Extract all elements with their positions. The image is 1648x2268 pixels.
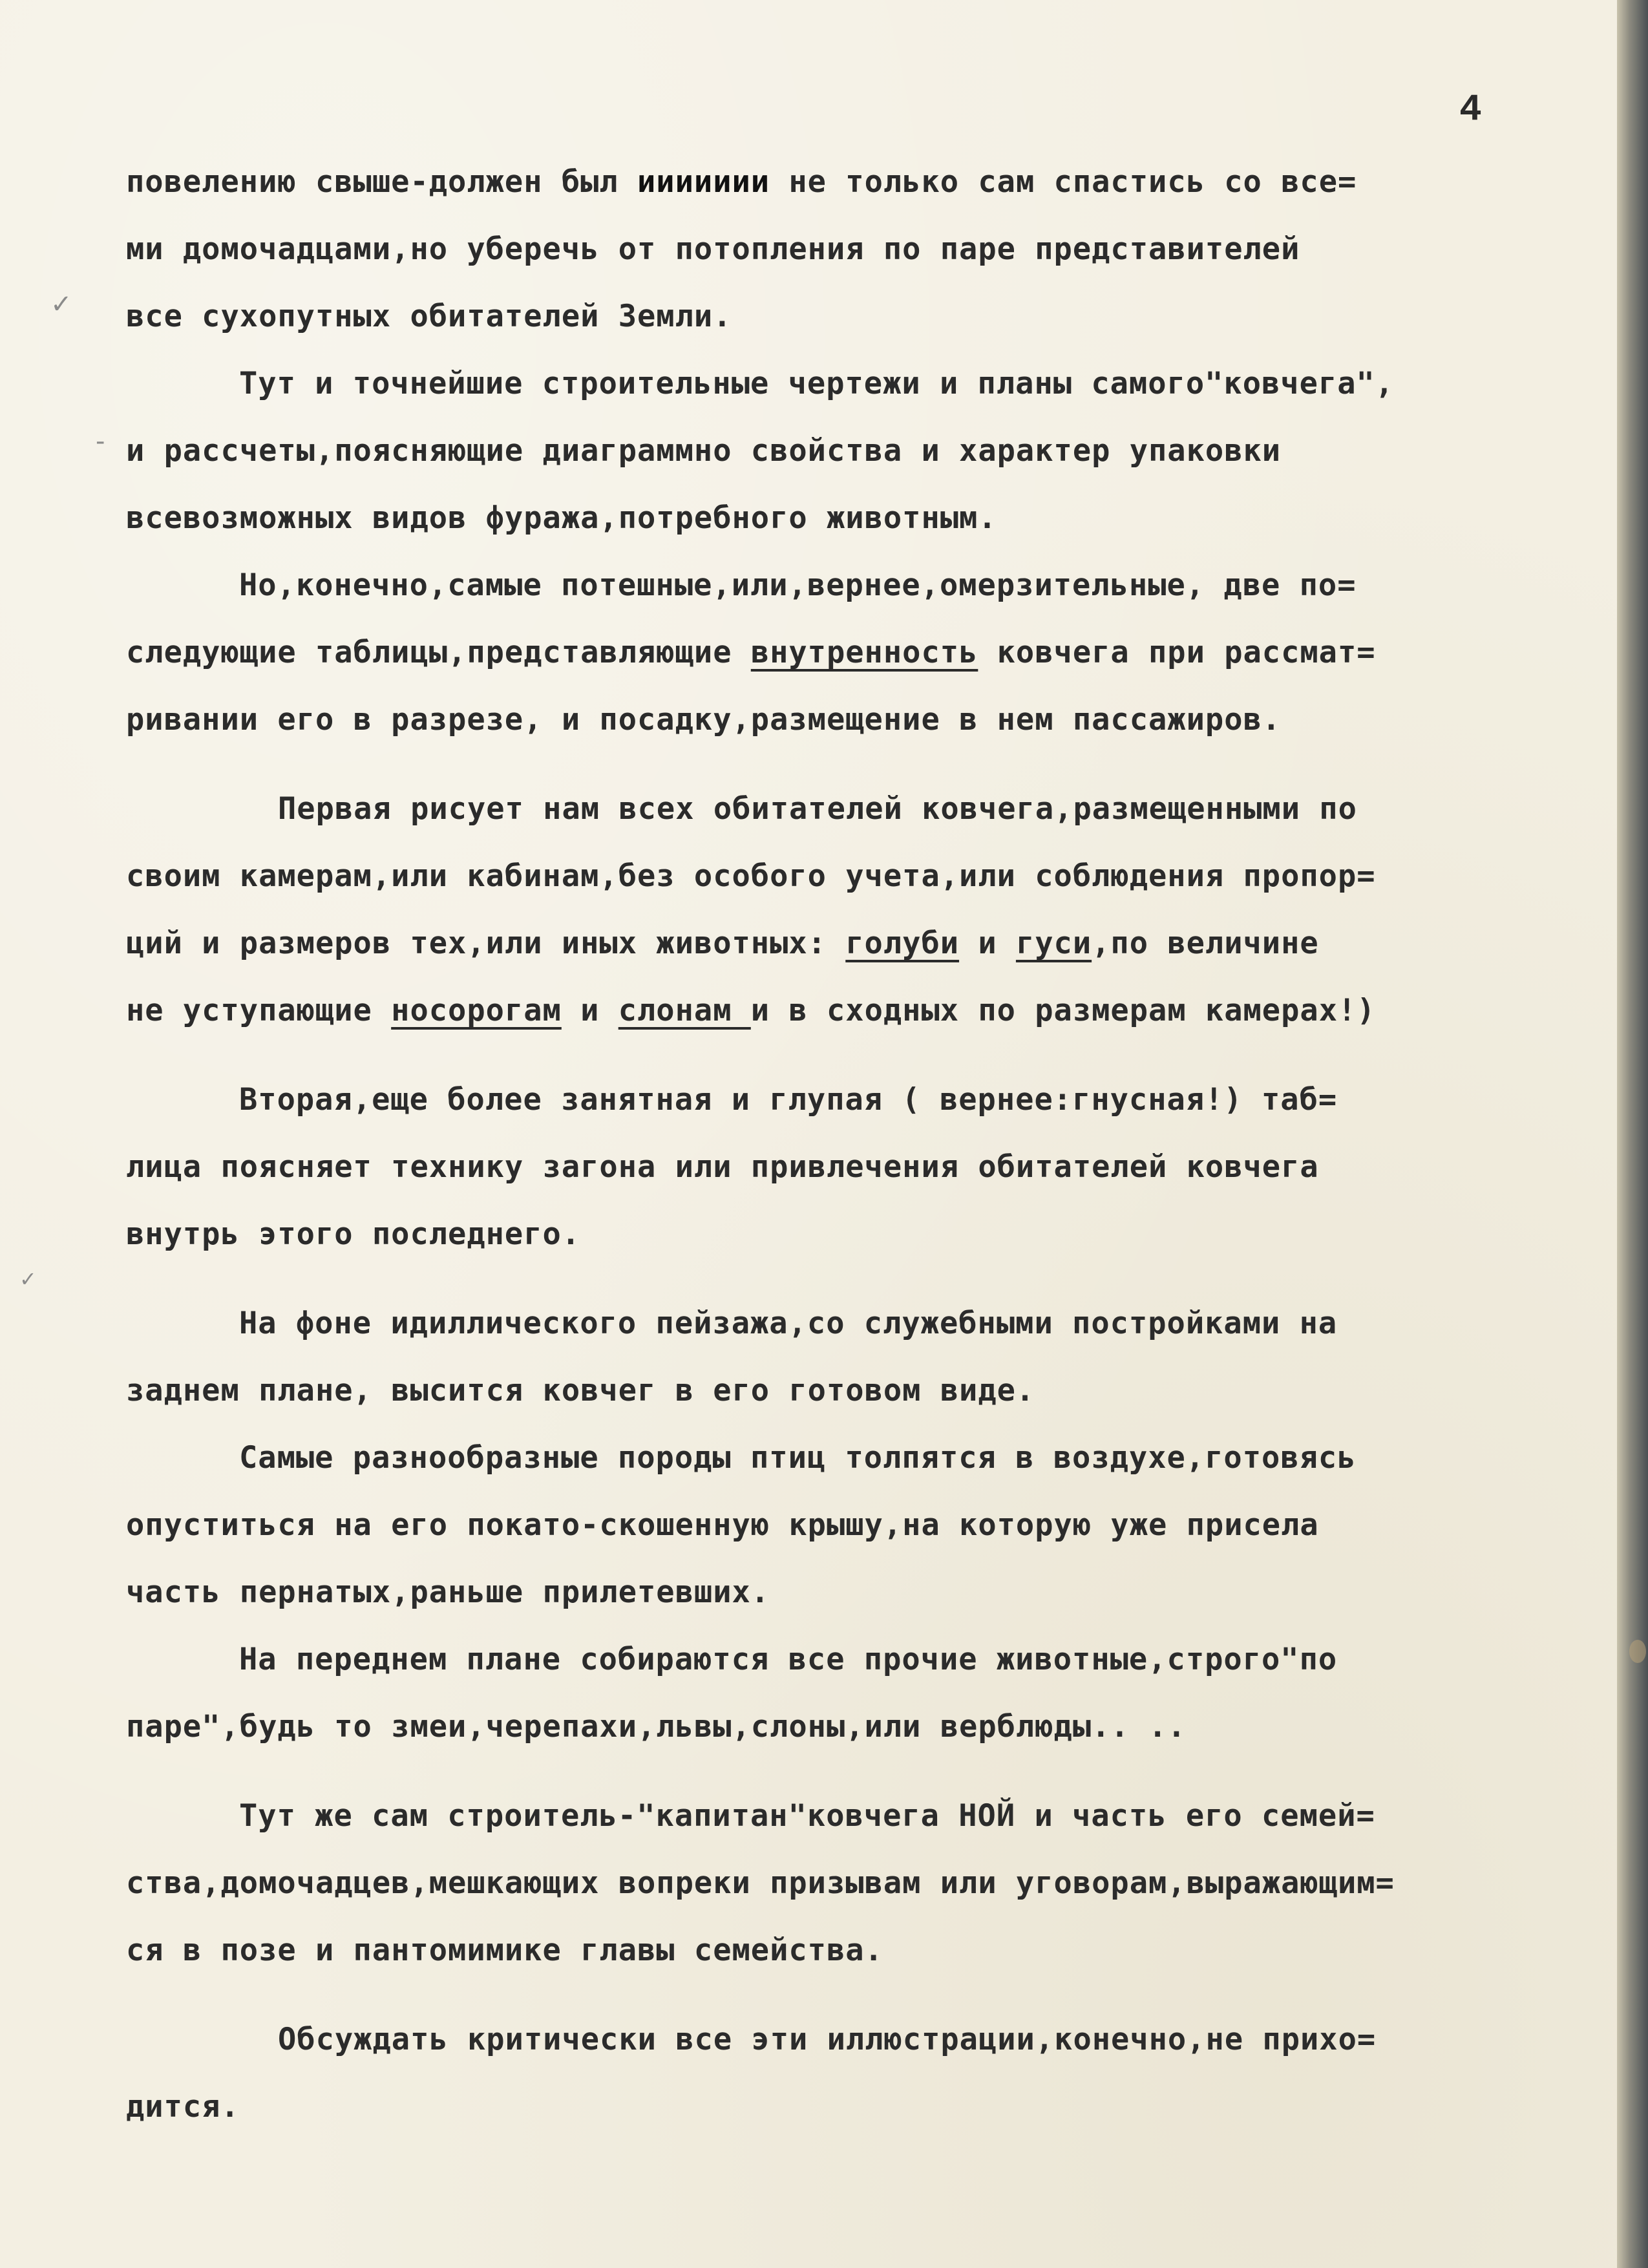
text-line: ства,домочадцев,мешкающих вопреки призывам или уговорам,выражающим=: [126, 1865, 1395, 1901]
scan-edge: [1617, 0, 1648, 2268]
margin-dash-mark: -: [96, 427, 105, 456]
text-line: опуститься на его покато-скошенную крышу,на которую уже присела: [126, 1507, 1319, 1543]
typed-text-body: [126, 149, 1567, 2141]
underlined-word: голуби: [845, 926, 960, 961]
text-line: Тут и точнейшие строительные чертежи и планы самого"ковчега",: [239, 366, 1395, 401]
underlined-word: внутренность: [750, 635, 978, 670]
text-line: следующие таблицы,представляющие внутренность ковчега при рассмат=: [126, 635, 1376, 670]
text-line: часть пернатых,раньше прилетевших.: [126, 1574, 770, 1610]
text-line: все сухопутных обитателей Земли.: [126, 299, 732, 334]
text-line: Обсуждать критически все эти иллюстрации,конечно,не прихо=: [278, 2022, 1377, 2057]
text-line: Но,конечно,самые потешные,или,вернее,омерзительные, две по=: [239, 567, 1357, 603]
text-line: ми домочадцами,но уберечь от потопления по паре представителей: [126, 231, 1300, 267]
text-line: Тут же сам строитель-"капитан"ковчега НОЙ и часть его семей=: [239, 1798, 1375, 1834]
text-line: Первая рисует нам всех обитателей ковчега,размещенными по: [278, 791, 1357, 827]
underlined-word: слонам: [618, 993, 751, 1028]
text-line: Самые разнообразные породы птиц толпятся в воздухе,готовясь: [239, 1440, 1357, 1476]
margin-small-mark: ✓: [19, 1267, 37, 1291]
struck-out-word: иииииии: [637, 164, 770, 200]
text-line: На фоне идиллического пейзажа,со служебными постройками на: [239, 1306, 1338, 1341]
text-line: ривании его в разрезе, и посадку,размещение в нем пассажиров.: [126, 702, 1282, 737]
text-line: внутрь этого последнего.: [126, 1216, 581, 1252]
text-line: лица поясняет технику загона или привлечения обитателей ковчега: [126, 1149, 1319, 1185]
underlined-word: гуси: [1015, 926, 1092, 961]
margin-check-mark: ✓: [50, 290, 72, 319]
text-line: ся в позе и пантомимике главы семейства.: [126, 1933, 883, 1968]
text-line: паре",будь то змеи,черепахи,львы,слоны,или верблюды.. ..: [126, 1709, 1187, 1744]
text-line: дится.: [126, 2089, 240, 2125]
text-line: повелению свыше-должен был иииииии не только сам спастись со все=: [126, 164, 1357, 200]
text-line: На переднем плане собираются все прочие животные,строго"по: [239, 1642, 1338, 1677]
paper-stain: [1629, 1638, 1648, 1664]
underlined-word: носорогам: [391, 993, 562, 1028]
text-line: всевозможных видов фуража,потребного животным.: [126, 500, 997, 536]
text-line: не уступающие носорогам и слонам и в сходных по размерам камерах!): [126, 993, 1376, 1028]
text-line: Вторая,еще более занятная и глупая ( вернее:гнусная!) таб=: [239, 1082, 1338, 1118]
text-line: ций и размеров тех,или иных животных: голуби и гуси,по величине: [126, 926, 1319, 961]
text-line: и рассчеты,поясняющие диаграммно свойства и характер упаковки: [126, 433, 1282, 469]
page-number: 4: [1459, 89, 1482, 131]
text-line: своим камерам,или кабинам,без особого учета,или соблюдения пропор=: [126, 858, 1376, 894]
text-line: заднем плане, высится ковчег в его готовом виде.: [126, 1373, 1035, 1408]
